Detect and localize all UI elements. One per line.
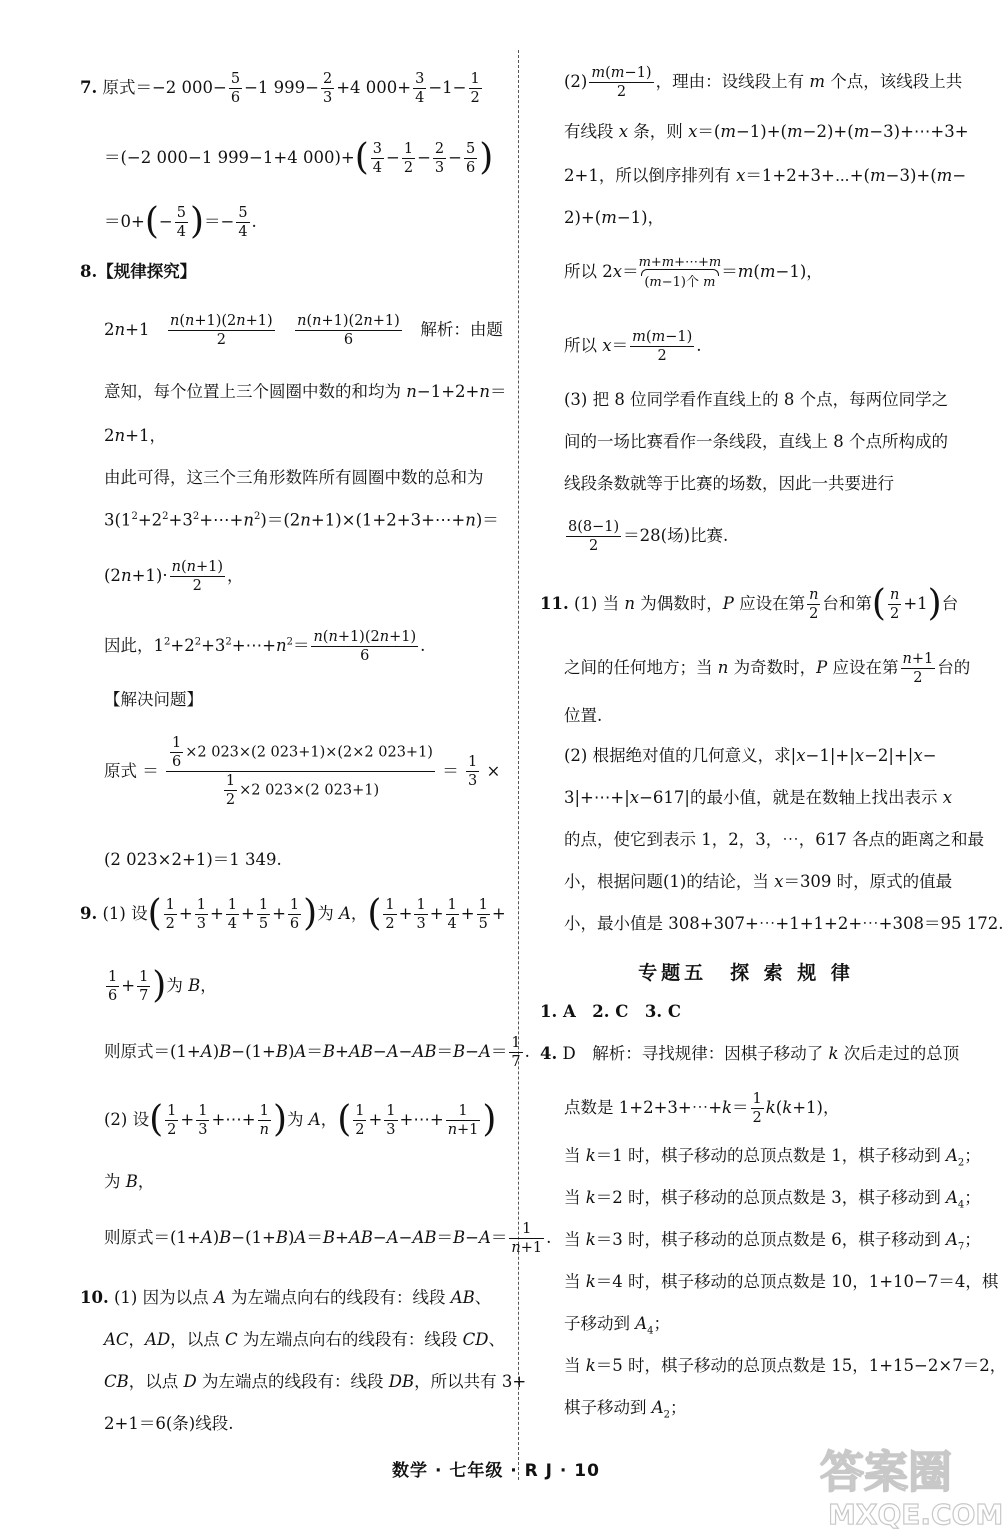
q10-line4: 2+1＝6(条)线段. <box>104 1414 234 1433</box>
q9-line5: 为 B， <box>104 1172 155 1191</box>
q4-line8: 当 k＝5 时，棋子移动的总顶点数是 15，1+15−2×7＝2， <box>564 1356 1006 1375</box>
q11-line6: 的点，使它到表示 1，2，3，⋯，617 各点的距离之和最 <box>564 830 984 849</box>
q4-line5: 当 k＝3 时，棋子移动的总顶点数是 6，棋子移动到 $A_7$； <box>564 1230 981 1253</box>
q4-line3: 当 k＝1 时，棋子移动的总顶点数是 1，棋子移动到 $A_2$； <box>564 1146 981 1169</box>
svg-text:MXQE.COM: MXQE.COM <box>828 1498 1004 1531</box>
q4-line2: 点数是 1+2+3+⋯+k＝ $\frac{1}{2}$ k(k+1)， <box>564 1091 840 1127</box>
q7-line1: 7. 原式＝−2 000− $\frac{5}{6}$ −1 999− $\frac{2}{3}$ +4 000+ $\frac{3}{4}$ −1− $\frac{1}{2}$ <box>80 71 480 107</box>
q11-line1: 11. (1) 当 n 为偶数时，P 应设在第 $\frac{n}{2}$ 台和第( $\frac{n}{2}$ +1)台 <box>540 583 959 625</box>
q7-line2: ＝(−2 000−1 999−1+4 000)+( $\frac{3}{4}$ − $\frac{1}{2}$ − $\frac{2}{3}$ − $\frac{5}{6}$ ) <box>104 137 494 179</box>
q11-line5: 3|+⋯+|x−617|的最小值，就是在数轴上找出表示 x <box>564 788 953 807</box>
q11-line3: 位置. <box>564 706 603 725</box>
q10-3-line1: (3) 把 8 位同学看作直线上的 8 个点，每两位同学之 <box>564 390 949 409</box>
q10-line1: 10. (1) 因为以点 A 为左端点向右的线段有：线段 AB、 <box>80 1288 492 1307</box>
q10-3-line2: 间的一场比赛看作一条线段，直线上 8 个点所构成的 <box>564 432 948 451</box>
q10-2-line1: (2) $\frac{m(m-1)}{2}$ ，理由：设线段上有 m 个点，该线段上共 <box>564 65 963 101</box>
q10-line2: AC，AD，以点 C 为左端点向右的线段有：线段 CD、 <box>104 1330 505 1349</box>
q11-line7: 小，根据问题(1)的结论，当 x＝309 时，原式的值最 <box>564 872 953 891</box>
answers-1-3: 1. A 2. C 3. C <box>540 1002 681 1021</box>
q4-line7: 子移动到 $A_4$； <box>564 1314 671 1337</box>
q7-line3: ＝0+(− $\frac{5}{4}$ )＝− $\frac{5}{4}$ . <box>104 201 257 243</box>
q10-3-line3: 线段条数就等于比赛的场数，因此一共要进行 <box>564 474 894 493</box>
q9-line4: (2) 设( $\frac{1}{2}$ + $\frac{1}{3}$ +⋯+ $\frac{1}{n}$ )为 A，( $\frac{1}{2}$ + $\frac{1}{3}$ +⋯+ $\frac{1}{n+1}$ ) <box>104 1099 497 1141</box>
q9-line3: 则原式＝(1+A)B−(1+B)A＝B+AB−A−AB＝B−A＝ $\frac{1}{7}$ . <box>104 1035 530 1071</box>
q8-line6: (2n+1)· $\frac{n(n+1)}{2}$ ， <box>104 559 244 595</box>
q10-2-line2: 有线段 x 条，则 x＝(m−1)+(m−2)+(m−3)+⋯+3+ <box>564 122 969 141</box>
watermark-logo <box>800 1432 1004 1532</box>
q10-2-line4: 2)+(m−1)， <box>564 208 665 227</box>
q10-2-line3: 2+1，所以倒序排列有 x＝1+2+3+⋯+(m−3)+(m− <box>564 166 967 185</box>
q8-line7: 因此，$1^2+2^2+3^2+\cdots+n^2=$ $\frac{n(n+1)(2n+1)}{6}$ . <box>104 629 426 665</box>
q8-line5: $3(1^2+2^2+3^2+\cdots+n^2)=(2n+1)\times(1+2+3+\cdots+n)=$ <box>104 510 499 530</box>
section-title: 专题五 探 索 规 律 <box>638 962 854 984</box>
svg-text:答案圈: 答案圈 <box>820 1447 952 1498</box>
q11-line8: 小，最小值是 308+307+⋯+1+1+2+⋯+308＝95 172. <box>564 914 1004 933</box>
q8-solve-result: (2 023×2+1)＝1 349. <box>104 850 282 869</box>
q4-line1: 4. D 解析：寻找规律：因棋子移动了 k 次后走过的总顶 <box>540 1044 960 1063</box>
rule-explore-label: 【规律探究】 <box>97 262 197 281</box>
solve-label: 【解决问题】 <box>104 690 203 709</box>
q8-line3: 2n+1， <box>104 426 166 445</box>
q8-answers: 2n+1 $\frac{n(n+1)(2n+1)}{2}$ $\frac{n(n+1)(2n+1)}{6}$ 解析：由题 <box>104 313 503 349</box>
q10-2-line6: 所以 x＝ $\frac{m(m-1)}{2}$ . <box>564 329 702 365</box>
q8-title: 8.【规律探究】 <box>80 262 197 281</box>
q4-line4: 当 k＝2 时，棋子移动的总顶点数是 3，棋子移动到 $A_4$； <box>564 1188 981 1211</box>
q8-line4: 由此可得，这三个三角形数阵所有圆圈中数的总和为 <box>104 468 484 487</box>
yuanshi-label: 原式 <box>104 761 137 781</box>
q10-3-line4: $\frac{8(8-1)}{2}$ ＝28(场)比赛. <box>568 519 729 555</box>
q8-solve-eq: 原式 ＝ $\frac{1}{6}$ ×2 023×(2 023+1)×(2×2 023+1) $\frac{1}{2}$ ×2 023×(2 023+1) ＝ $\frac{1}{3}$ × <box>104 735 501 809</box>
q10-line3: CB，以点 D 为左端点的线段有：线段 DB，所以共有 3+ <box>104 1372 527 1391</box>
q11-line2: 之间的任何地方；当 n 为奇数时，P 应设在第 $\frac{n+1}{2}$ 台的 <box>564 651 971 687</box>
q4-line6: 当 k＝4 时，棋子移动的总顶点数是 10，1+10−7＝4，棋 <box>564 1272 999 1291</box>
q9-line1: 9. (1) 设( $\frac{1}{2}$ + $\frac{1}{3}$ + $\frac{1}{4}$ + $\frac{1}{5}$ + $\frac{1}{6}$ )为 A，( $\frac{1}{2}$ + $\frac{1}{3}$ + $\frac{1}{4}$ + $\frac{1}{5}$ + <box>80 893 506 935</box>
q9-line2: $\frac{1}{6}$ + $\frac{1}{7}$ )为 B， <box>108 965 217 1007</box>
column-divider <box>518 50 519 1480</box>
q4-line9: 棋子移动到 $A_2$； <box>564 1398 687 1421</box>
q11-line4: (2) 根据绝对值的几何意义，求|x−1|+|x−2|+|x− <box>564 746 937 765</box>
page-footer: 数学 · 七年级 · R J · 10 <box>392 1461 600 1481</box>
q8-line2: 意知，每个位置上三个圆圈中数的和均为 n−1+2+n＝ <box>104 382 507 401</box>
q9-line6: 则原式＝(1+A)B−(1+B)A＝B+AB−A−AB＝B−A＝ $\frac{1}{n+1}$ . <box>104 1221 552 1257</box>
q10-2-line5: 所以 2x＝ m+m+⋯+m (m−1)个 m ＝m(m−1)， <box>564 255 823 290</box>
